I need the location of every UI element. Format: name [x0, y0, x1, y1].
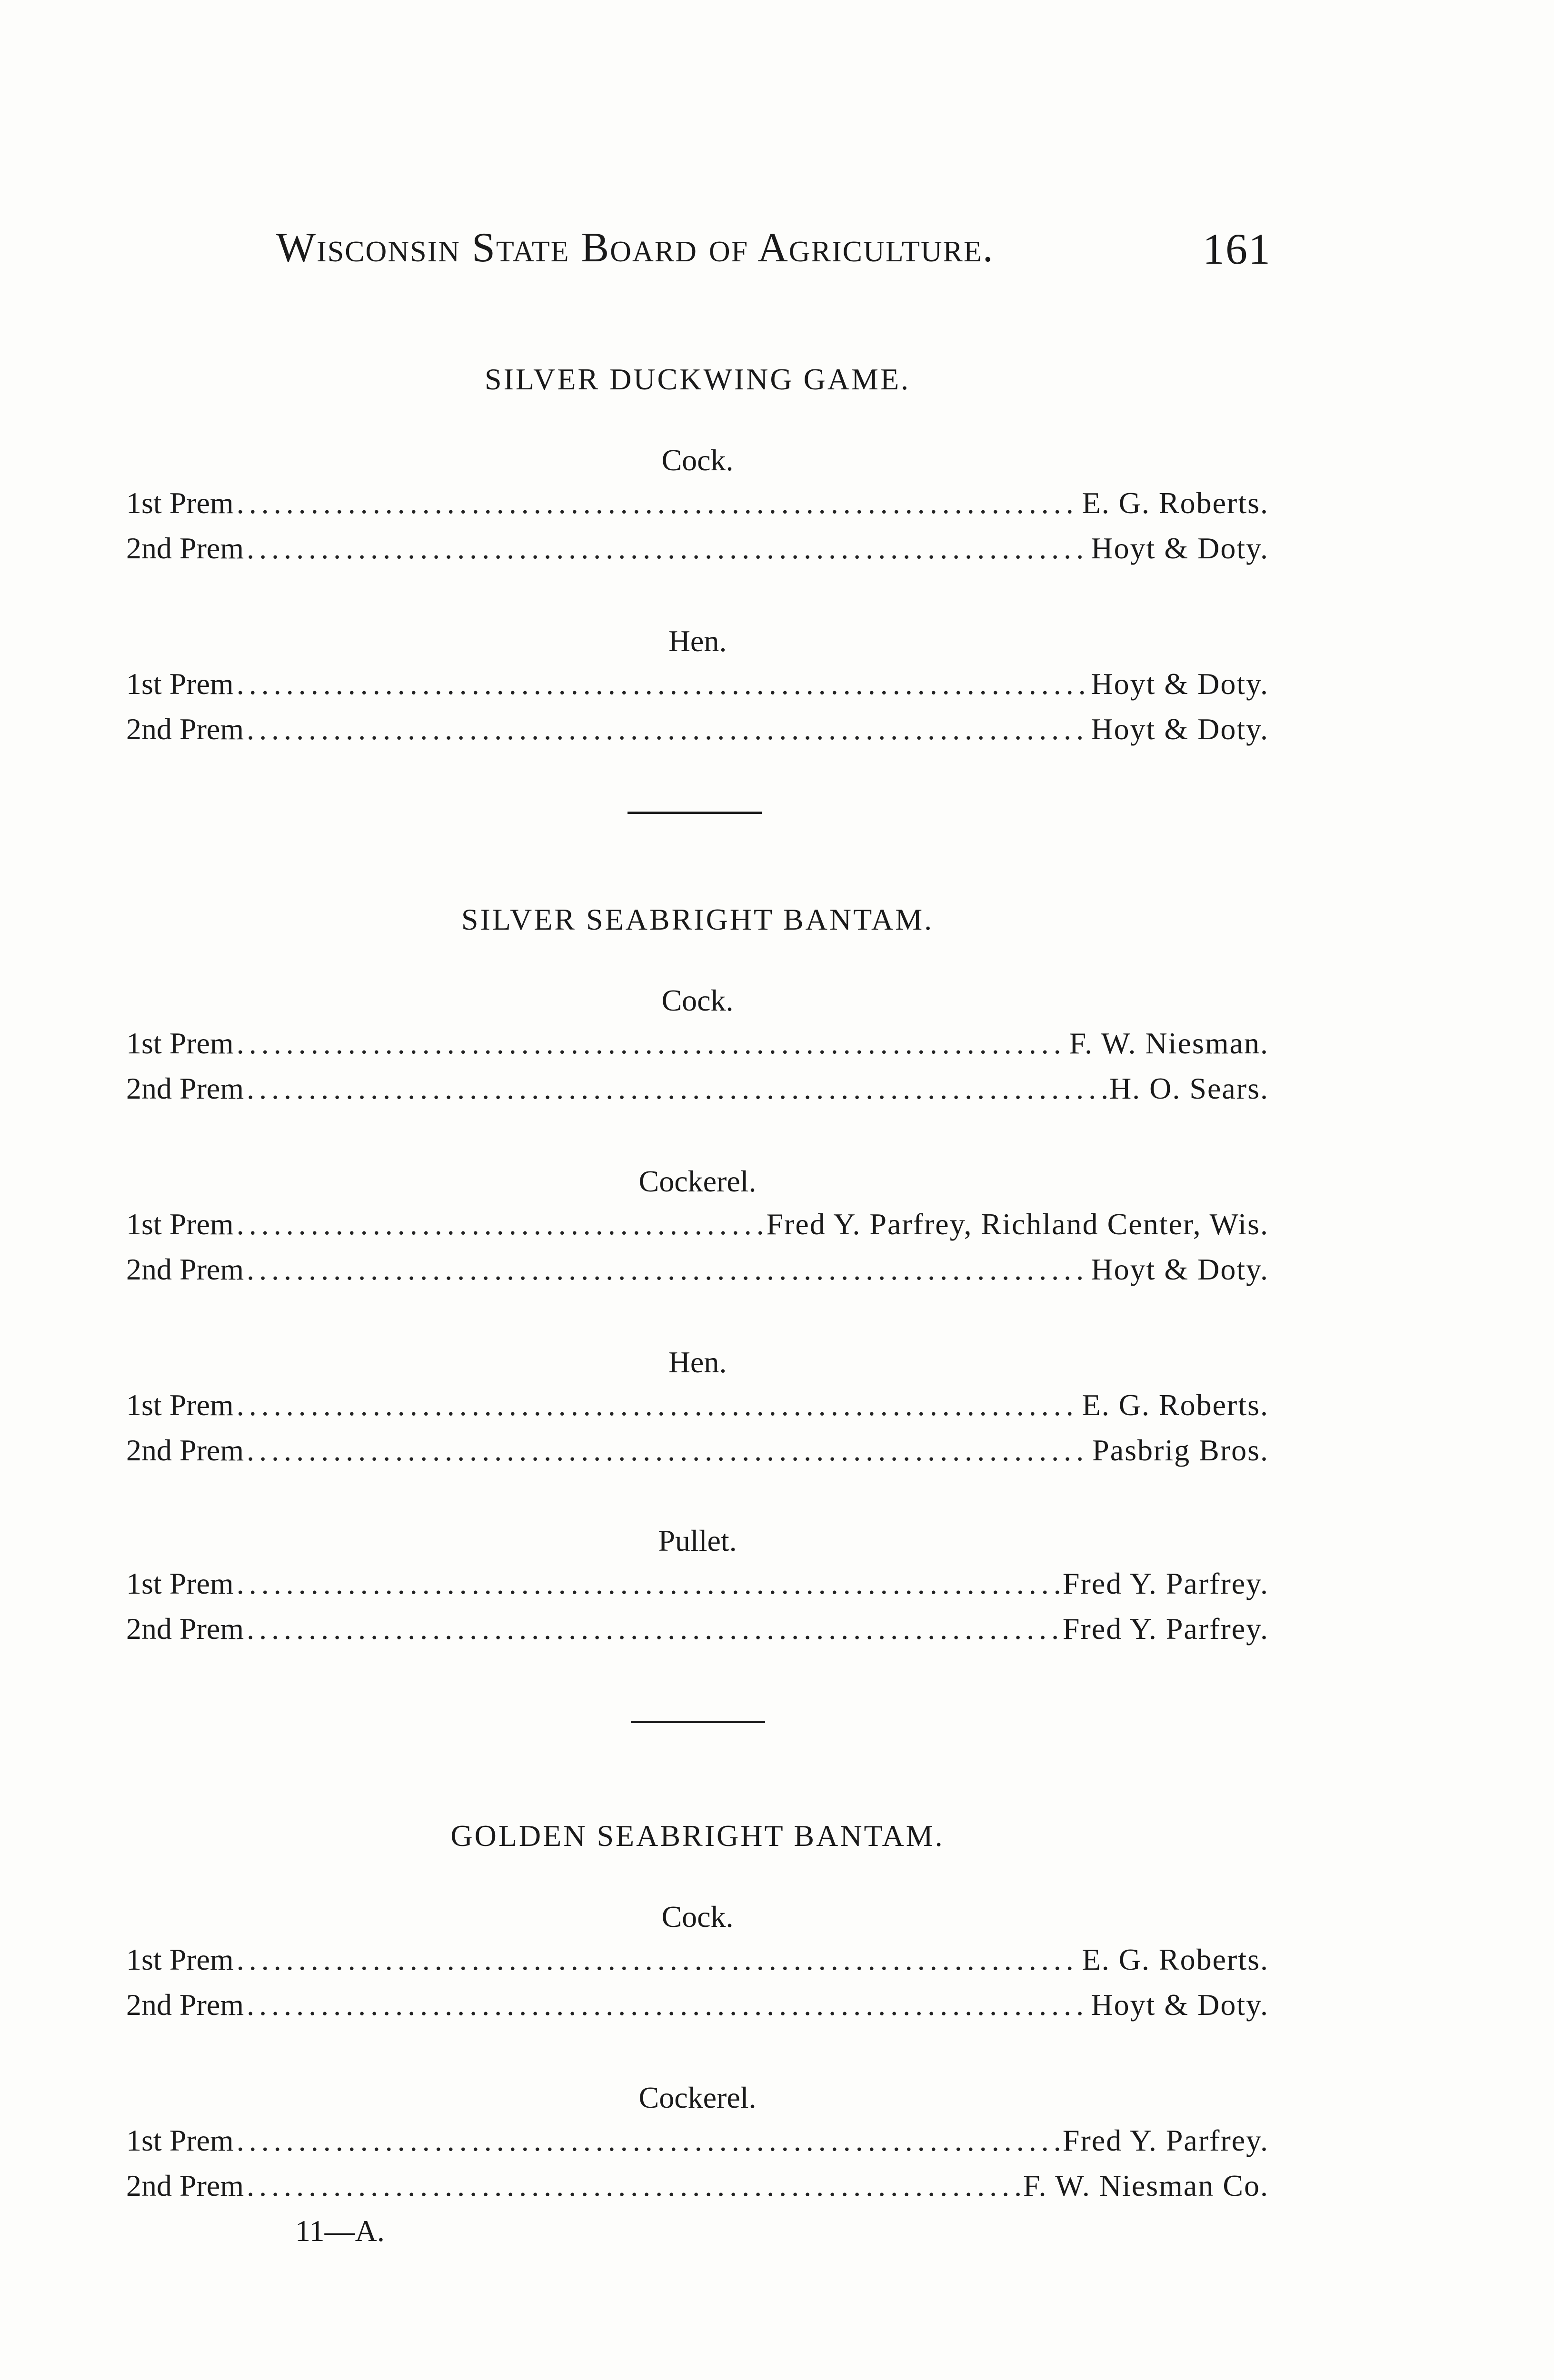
premium-winner: Hoyt & Doty. [1091, 1988, 1269, 2022]
premium-winner: E. G. Roberts. [1082, 1943, 1269, 1976]
premium-winner: Fred Y. Parfrey. [1062, 2123, 1269, 2157]
class-heading: Cock. [661, 983, 734, 1017]
dot-leader [247, 1071, 1106, 1106]
premium-entry [126, 1388, 1269, 1428]
premium-entry [126, 1611, 1269, 1652]
dot-leader [237, 1388, 1079, 1423]
class-heading: Pullet. [658, 1524, 737, 1557]
premium-winner: Hoyt & Doty. [1091, 531, 1269, 565]
dot-leader [237, 486, 1079, 521]
dot-leader [237, 1026, 1066, 1061]
premium-place: 1st Prem [126, 1943, 234, 1976]
premium-entry [126, 1252, 1269, 1293]
dot-leader [237, 666, 1088, 702]
running-title: Wisconsin State Board of Agriculture. [276, 225, 994, 271]
premium-winner: F. W. Niesman Co. [1023, 2169, 1269, 2202]
class-heading: Hen. [668, 624, 727, 658]
premium-winner: Fred Y. Parfrey. [1062, 1612, 1269, 1646]
premium-entry [126, 712, 1269, 753]
premium-entry [126, 1433, 1269, 1474]
page-number: 161 [1203, 225, 1271, 273]
running-head [276, 224, 1271, 276]
class-heading: Cock. [661, 1900, 734, 1934]
premium-winner: E. G. Roberts. [1082, 486, 1269, 520]
premium-entry [126, 1207, 1269, 1248]
section-title: GOLDEN SEABRIGHT BANTAM. [450, 1819, 945, 1853]
section-divider [631, 1721, 765, 1723]
premium-winner: Fred Y. Parfrey, Richland Center, Wis. [766, 1207, 1269, 1241]
premium-place: 1st Prem [126, 486, 234, 520]
signature-mark: 11—A. [295, 2214, 385, 2248]
premium-winner: Hoyt & Doty. [1091, 667, 1269, 701]
dot-leader [237, 1207, 764, 1242]
premium-place: 1st Prem [126, 1388, 234, 1422]
premium-place: 2nd Prem [126, 1252, 244, 1286]
premium-place: 2nd Prem [126, 1988, 244, 2022]
dot-leader [247, 1433, 1089, 1468]
premium-place: 1st Prem [126, 1567, 234, 1600]
premium-entry [126, 531, 1269, 572]
dot-leader [237, 1566, 1060, 1601]
class-heading: Hen. [668, 1345, 727, 1379]
premium-entry [126, 1942, 1269, 1983]
premium-entry [126, 1987, 1269, 2028]
premium-place: 1st Prem [126, 667, 234, 701]
premium-place: 1st Prem [126, 1026, 234, 1060]
class-heading: Cockerel. [638, 1164, 757, 1198]
section-title: SILVER SEABRIGHT BANTAM. [461, 902, 934, 936]
section-title: SILVER DUCKWING GAME. [484, 362, 911, 396]
premium-place: 1st Prem [126, 2123, 234, 2157]
dot-leader [247, 531, 1088, 566]
premium-entry [126, 2123, 1269, 2164]
premium-place: 1st Prem [126, 1207, 234, 1241]
class-heading: Cockerel. [638, 2081, 757, 2114]
premium-winner: E. G. Roberts. [1082, 1388, 1269, 1422]
premium-winner: Fred Y. Parfrey. [1062, 1567, 1269, 1600]
dot-leader [237, 1942, 1079, 1977]
dot-leader [247, 1987, 1088, 2023]
premium-entry [126, 2168, 1269, 2209]
dot-leader [247, 1611, 1060, 1646]
premium-entry [126, 1071, 1269, 1112]
dot-leader [247, 1252, 1088, 1287]
dot-leader [237, 2123, 1060, 2158]
dot-leader [247, 2168, 1020, 2203]
premium-entry [126, 1566, 1269, 1607]
class-heading: Cock. [661, 443, 734, 477]
premium-place: 2nd Prem [126, 1612, 244, 1646]
premium-place: 2nd Prem [126, 712, 244, 746]
premium-winner: H. O. Sears. [1109, 1071, 1269, 1105]
premium-entry [126, 666, 1269, 707]
section-divider [628, 812, 762, 814]
premium-entry [126, 486, 1269, 526]
premium-place: 2nd Prem [126, 1071, 244, 1105]
premium-winner: Pasbrig Bros. [1092, 1433, 1269, 1467]
dot-leader [247, 712, 1088, 747]
premium-entry [126, 1026, 1269, 1067]
premium-winner: F. W. Niesman. [1069, 1026, 1269, 1060]
premium-winner: Hoyt & Doty. [1091, 1252, 1269, 1286]
premium-place: 2nd Prem [126, 531, 244, 565]
premium-winner: Hoyt & Doty. [1091, 712, 1269, 746]
premium-place: 2nd Prem [126, 2169, 244, 2202]
premium-place: 2nd Prem [126, 1433, 244, 1467]
